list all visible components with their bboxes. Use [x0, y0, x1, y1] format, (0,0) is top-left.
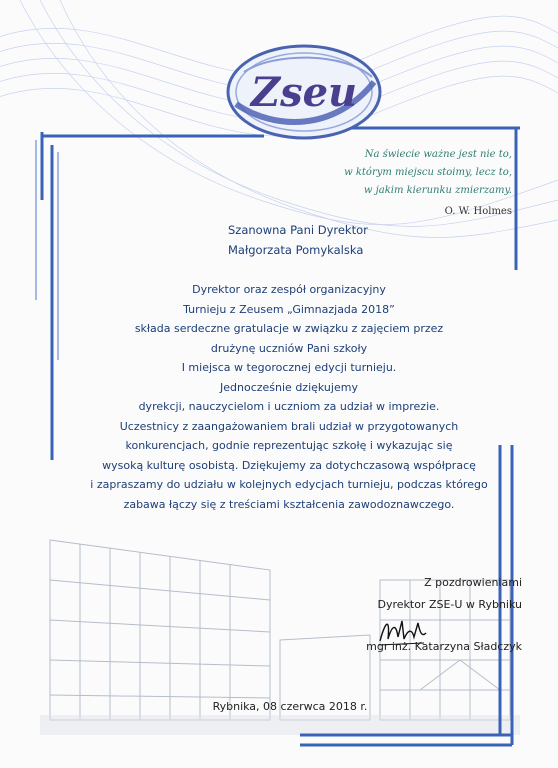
body-line: i zapraszamy do udziału w kolejnych edycjach turnieju, podczas którego: [90, 478, 488, 491]
quote-line: Na świecie ważne jest nie to,: [364, 149, 512, 160]
body-line: Turnieju z Zeusem „Gimnazjada 2018”: [183, 302, 395, 316]
closing-title: Dyrektor ZSE-U w Rybniku: [377, 598, 522, 611]
svg-text:Zseu: Zseu: [250, 69, 358, 116]
body-line: wysoką kulturę osobistą. Dziękujemy za dotychczasową współpracę: [102, 458, 476, 472]
motto-quote: [300, 146, 512, 221]
body-line: konkurencjach, godnie reprezentując szkołę i wykazując się: [125, 439, 453, 452]
quote-line: w jakim kierunku zmierzamy.: [363, 185, 512, 196]
body-line: Uczestnicy z zaangażowaniem brali udział w przygotowanych: [119, 419, 459, 433]
body-line: Jednocześnie dziękujemy: [220, 380, 358, 394]
body-line: zabawa łączy się z treściami kształcenia zawodoznawczego.: [123, 497, 455, 511]
body-line: składa serdeczne gratulacje w związku z zajęciem przez: [134, 322, 444, 335]
quote-author: O. W. Holmes: [444, 206, 512, 217]
recipient-block: [228, 220, 368, 260]
closing-greeting: Z pozdrowieniami: [424, 576, 522, 589]
body-line: drużynę uczniów Pani szkoły: [210, 341, 368, 355]
recipient-salutation: Szanowna Pani Dyrektor: [228, 223, 368, 237]
closing-block: [300, 572, 522, 616]
signer-name: mgr inż. Katarzyna Sładczyk: [366, 640, 522, 653]
recipient-name: Małgorzata Pomykalska: [228, 243, 364, 257]
zseu-logo: [224, 42, 384, 142]
quote-line: w którym miejscu stoimy, lecz to,: [344, 167, 512, 178]
place-and-date: Rybnika, 08 czerwca 2018 r.: [212, 700, 368, 713]
letter-body: [66, 280, 512, 514]
body-line: Dyrektor oraz zespół organizacyjny: [192, 283, 386, 296]
body-line: dyrekcji, nauczycielom i uczniom za udział w imprezie.: [138, 400, 440, 413]
body-line: I miejsca w tegorocznej edycji turnieju.: [181, 361, 397, 374]
